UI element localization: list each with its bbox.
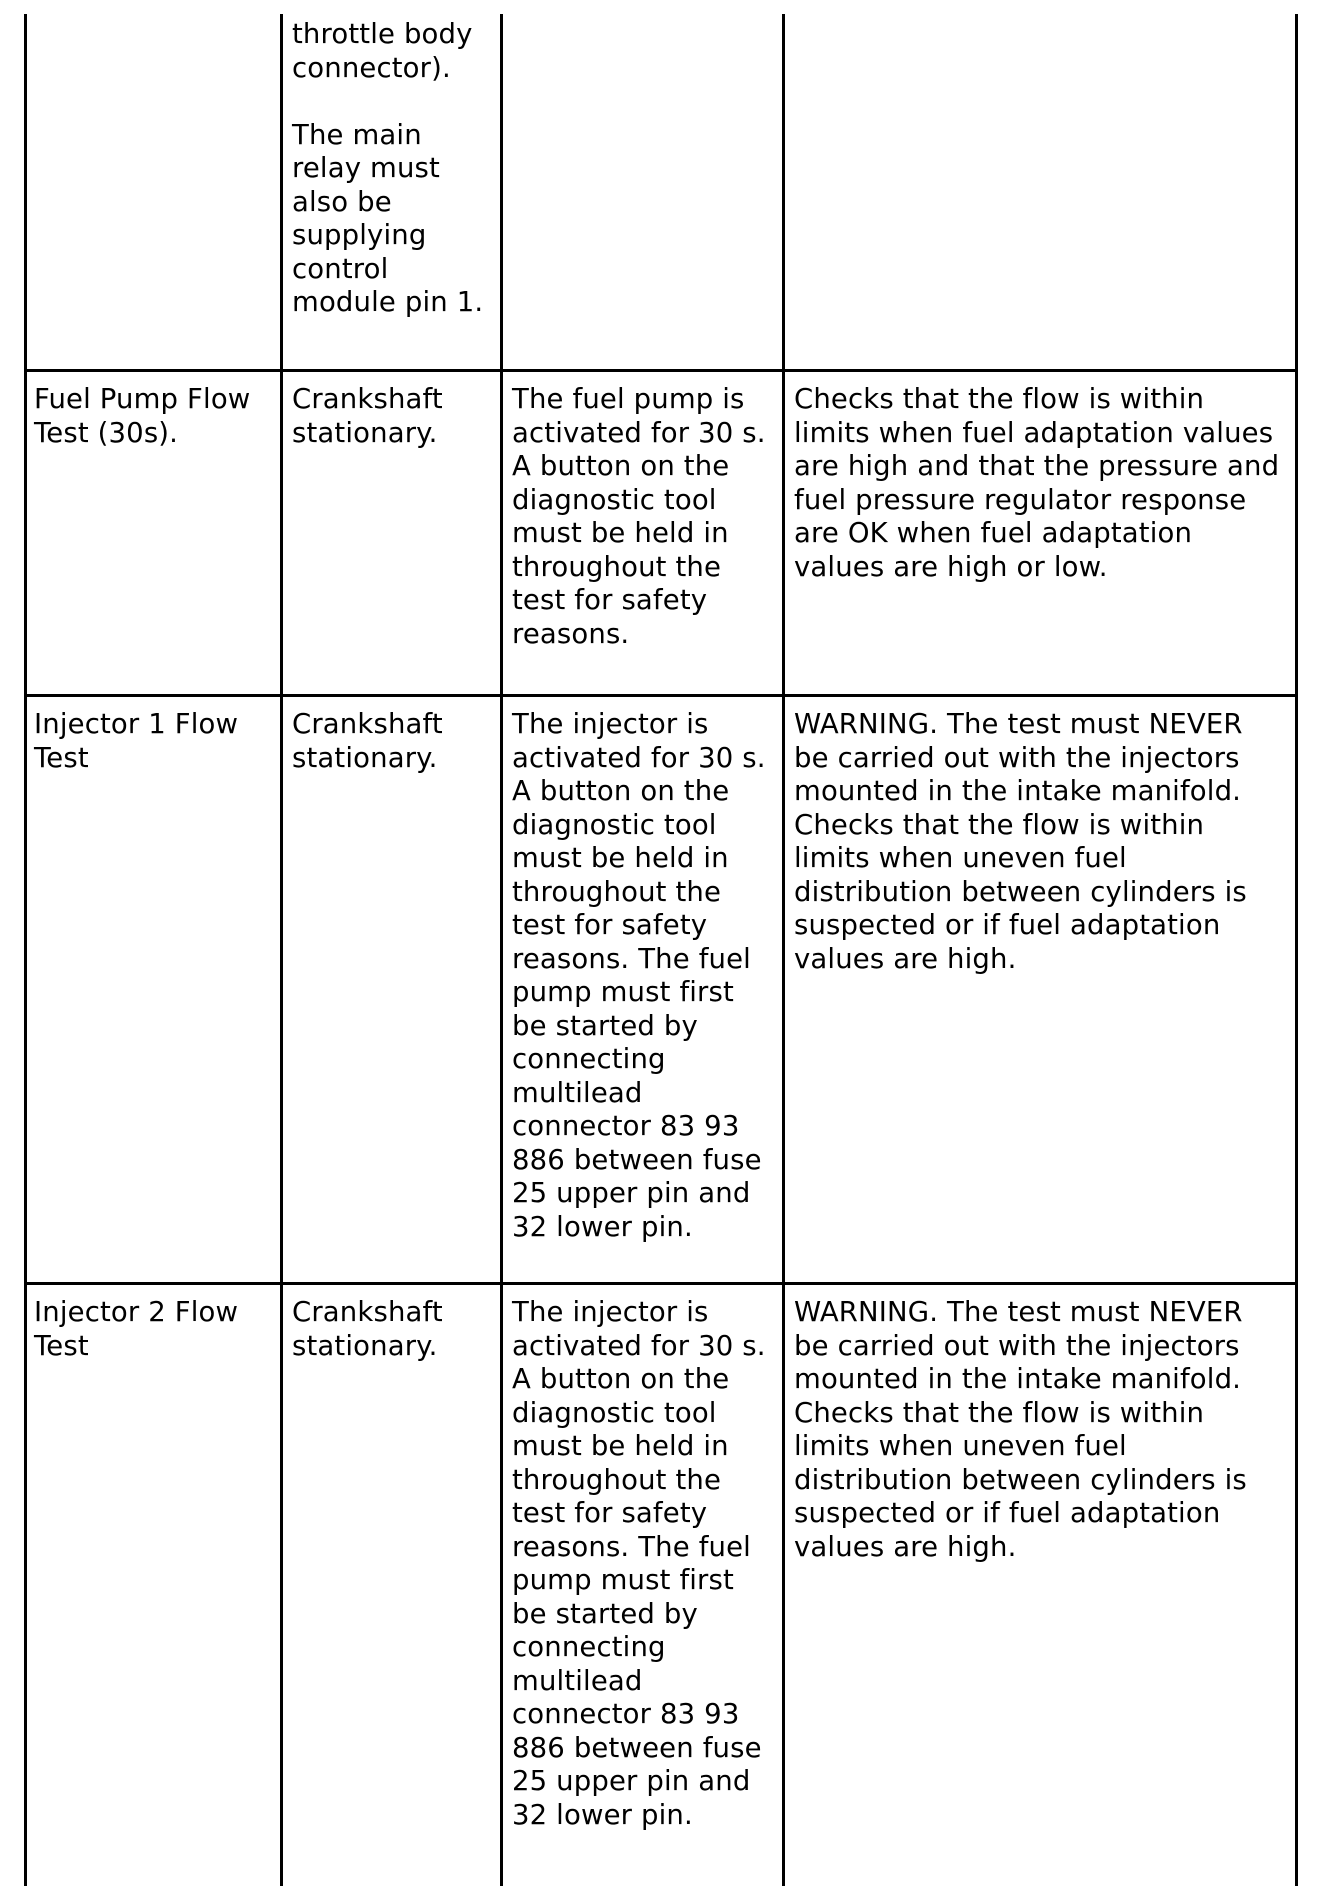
text-line: connector). xyxy=(292,51,451,84)
text-line: throughout the xyxy=(512,875,722,908)
row-divider-2 xyxy=(24,694,1298,697)
text-line: Test xyxy=(34,741,89,774)
condition-cell xyxy=(292,1296,443,1363)
text-line: stationary. xyxy=(292,741,438,774)
text-line: The main xyxy=(292,118,422,151)
text-line: 32 lower pin. xyxy=(512,1210,693,1243)
text-line: A button on the xyxy=(512,775,730,807)
text-line: suspected or if fuel adaptation xyxy=(794,1497,1221,1529)
description-cell xyxy=(512,708,766,1244)
text-line: reasons. The fuel xyxy=(512,1530,751,1563)
row-divider-3 xyxy=(24,1282,1298,1285)
table-border-left xyxy=(24,14,27,1886)
text-line: connector 83 93 xyxy=(512,1110,740,1142)
text-line: 25 upper pin and xyxy=(512,1177,751,1209)
text-line: Checks that the flow is within xyxy=(794,1396,1205,1429)
text-line: activated for 30 s. xyxy=(512,416,766,449)
text-line: distribution between cylinders is xyxy=(794,1463,1247,1496)
test-name-cell xyxy=(34,383,250,450)
text-line: throttle body xyxy=(292,18,473,50)
condition-cell xyxy=(292,383,443,450)
text-line: must be held in xyxy=(512,1430,729,1462)
text-line: connecting xyxy=(512,1631,666,1663)
row-divider-1 xyxy=(24,369,1298,372)
text-line: be started by xyxy=(512,1597,698,1630)
text-line: A button on the xyxy=(512,1363,730,1395)
text-line: control xyxy=(292,252,389,285)
text-line: A button on the xyxy=(512,450,730,482)
text-line: be started by xyxy=(512,1009,698,1042)
text-line: Checks that the flow is within xyxy=(794,383,1205,415)
text-line: Crankshaft xyxy=(292,708,443,740)
text-line: activated for 30 s. xyxy=(512,1329,766,1362)
text-line: The fuel pump is xyxy=(512,383,745,415)
text-line: pump must first xyxy=(512,1564,734,1596)
text-line: pump must first xyxy=(512,976,734,1008)
text-line: suspected or if fuel adaptation xyxy=(794,909,1221,941)
text-line: throughout the xyxy=(512,550,722,583)
text-line: Fuel Pump Flow xyxy=(34,383,251,415)
text-line: limits when fuel adaptation values xyxy=(794,416,1274,449)
text-line: Injector 1 Flow xyxy=(34,708,239,740)
text-line: 886 between fuse xyxy=(512,1731,762,1764)
text-line: be carried out with the injectors xyxy=(794,741,1240,774)
text-line: be carried out with the injectors xyxy=(794,1329,1240,1362)
text-line: stationary. xyxy=(292,1329,438,1362)
text-line: Test xyxy=(34,1329,89,1362)
text-line: also be xyxy=(292,185,392,218)
purpose-cell xyxy=(794,383,1279,584)
text-line: test for safety xyxy=(512,909,708,941)
text-line: are OK when fuel adaptation xyxy=(794,517,1193,549)
text-line: module pin 1. xyxy=(292,286,484,318)
text-line: values are high. xyxy=(794,942,1017,975)
column-divider-2 xyxy=(500,14,503,1886)
text-line: limits when uneven fuel xyxy=(794,1430,1127,1462)
text-line: 886 between fuse xyxy=(512,1143,762,1176)
test-name-cell xyxy=(34,708,238,775)
text-line: 25 upper pin and xyxy=(512,1765,751,1797)
text-line: reasons. xyxy=(512,617,630,650)
continuation-description-cell xyxy=(292,18,483,320)
text-line: Test (30s). xyxy=(34,416,179,449)
text-line: Injector 2 Flow xyxy=(34,1296,239,1328)
table-border-right xyxy=(1295,14,1298,1886)
text-line: The injector is xyxy=(512,1296,709,1328)
text-line: supplying xyxy=(292,219,427,251)
text-line: diagnostic tool xyxy=(512,483,717,516)
text-line: Checks that the flow is within xyxy=(794,808,1205,841)
text-line: are high and that the pressure and xyxy=(794,450,1280,482)
text-line: stationary. xyxy=(292,416,438,449)
text-line: mounted in the intake manifold. xyxy=(794,1363,1242,1395)
text-line: 32 lower pin. xyxy=(512,1798,693,1831)
column-divider-3 xyxy=(782,14,785,1886)
text-line: must be held in xyxy=(512,842,729,874)
text-line: mounted in the intake manifold. xyxy=(794,775,1242,807)
text-line: test for safety xyxy=(512,584,708,616)
description-cell xyxy=(512,383,766,651)
column-divider-1 xyxy=(280,14,283,1886)
continuation-paragraph xyxy=(292,119,483,320)
description-cell xyxy=(512,1296,766,1832)
text-line: test for safety xyxy=(512,1497,708,1529)
text-line: WARNING. The test must NEVER xyxy=(794,708,1243,740)
text-line: relay must xyxy=(292,152,440,184)
continuation-paragraph xyxy=(292,18,483,85)
document-page xyxy=(24,0,1298,1886)
text-line: WARNING. The test must NEVER xyxy=(794,1296,1243,1328)
text-line: values are high. xyxy=(794,1530,1017,1563)
text-line: throughout the xyxy=(512,1463,722,1496)
text-line: values are high or low. xyxy=(794,550,1108,583)
test-name-cell xyxy=(34,1296,238,1363)
purpose-cell xyxy=(794,1296,1247,1564)
text-line: diagnostic tool xyxy=(512,1396,717,1429)
condition-cell xyxy=(292,708,443,775)
text-line: distribution between cylinders is xyxy=(794,875,1247,908)
text-line: reasons. The fuel xyxy=(512,942,751,975)
text-line: connecting xyxy=(512,1043,666,1075)
text-line: multilead xyxy=(512,1076,643,1109)
text-line: multilead xyxy=(512,1664,643,1697)
text-line: Crankshaft xyxy=(292,383,443,415)
purpose-cell xyxy=(794,708,1247,976)
text-line: fuel pressure regulator response xyxy=(794,483,1247,516)
text-line: The injector is xyxy=(512,708,709,740)
text-line: connector 83 93 xyxy=(512,1698,740,1730)
text-line: diagnostic tool xyxy=(512,808,717,841)
text-line: must be held in xyxy=(512,517,729,549)
text-line: limits when uneven fuel xyxy=(794,842,1127,874)
text-line: activated for 30 s. xyxy=(512,741,766,774)
text-line: Crankshaft xyxy=(292,1296,443,1328)
